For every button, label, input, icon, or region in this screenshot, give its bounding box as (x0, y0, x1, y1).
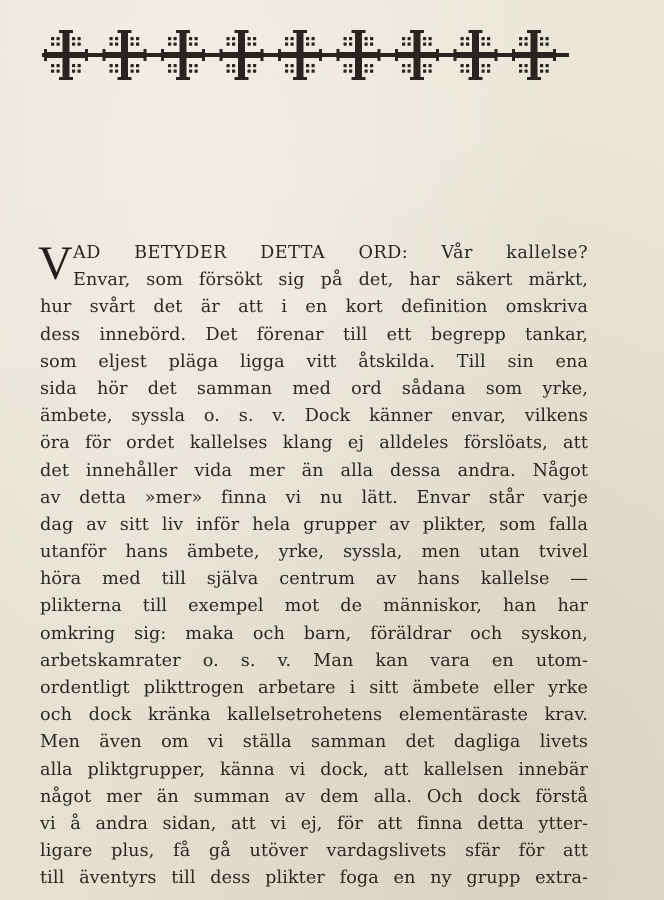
ornament-icon (38, 26, 573, 84)
cross-serif (410, 77, 424, 80)
ornament-dot (540, 43, 543, 46)
cross-arm (278, 52, 322, 58)
ornament-dot (110, 64, 113, 67)
ornament-dot (78, 43, 81, 46)
ornament-dot (110, 43, 113, 46)
ornament-dot (51, 70, 54, 73)
cross-serif (512, 49, 515, 61)
ornament-dot (195, 64, 198, 67)
ornament-dot (429, 43, 432, 46)
ornament-dot (291, 64, 294, 67)
ornament-dot (344, 37, 347, 40)
cross-serif (395, 49, 398, 61)
ornament-dot (540, 64, 543, 67)
cross-serif (278, 49, 281, 61)
cross-arm (44, 52, 88, 58)
ornament-dot (115, 70, 118, 73)
cross-arm (337, 52, 381, 58)
ornament-dot (195, 43, 198, 46)
ornament-dot (461, 37, 464, 40)
ornament-dot (466, 70, 469, 73)
ornament-dot (408, 70, 411, 73)
text-line: öra för ordet kallelses klang ej alldeles förslöats, att (40, 433, 588, 454)
cross-serif (553, 49, 556, 61)
ornament-dot (525, 64, 528, 67)
text-line: som eljest pläga ligga vitt åtskilda. Till sin ena (40, 351, 588, 372)
ornament-dot (402, 64, 405, 67)
ornament-dot (519, 37, 522, 40)
text-line: hur svårt det är att i en kort definition omskriva (40, 297, 588, 318)
ornament-dot (131, 37, 134, 40)
ornament-dot (546, 70, 549, 73)
ornament-dot (365, 70, 368, 73)
ornament-dot (402, 70, 405, 73)
first-line-text: AD BETYDER DETTA ORD: Vår kallelse? (73, 243, 588, 263)
ornament-dot (291, 70, 294, 73)
cross-serif (261, 49, 264, 61)
text-line: dag av sitt liv inför hela grupper av plikter, som falla (40, 514, 588, 535)
ornament-dot (540, 70, 543, 73)
ornament-dot (232, 70, 235, 73)
ornament-dot (115, 43, 118, 46)
ornament-dot (174, 70, 177, 73)
ornament-dot (174, 43, 177, 46)
ornament-dot (408, 37, 411, 40)
ornament-dot (487, 70, 490, 73)
ornament-dot (168, 70, 171, 73)
text-line: arbetskamrater o. s. v. Man kan vara en utom- (40, 650, 588, 671)
ornament-dot (519, 70, 522, 73)
text-line: plikterna till exempel mot de människor, han har (40, 596, 588, 617)
ornament-dot (402, 43, 405, 46)
ornament-dot (174, 37, 177, 40)
cross-serif (176, 30, 190, 33)
text-line: dess innebörd. Det förenar till ett begrepp tankar, (40, 324, 588, 345)
body-text (38, 237, 588, 893)
text-line: höra med till själva centrum av hans kallelse — (40, 569, 588, 590)
ornament-dot (78, 64, 81, 67)
ornament-dot (253, 70, 256, 73)
ornament-dot (312, 64, 315, 67)
ornament-dot (253, 64, 256, 67)
ornament-dot (131, 70, 134, 73)
ornament-dot (195, 70, 198, 73)
ornament-dot (466, 64, 469, 67)
cross-serif (527, 77, 541, 80)
ornament-dot (72, 70, 75, 73)
ornament-dot (525, 70, 528, 73)
ornament-dot (344, 70, 347, 73)
ornament-dot (72, 64, 75, 67)
cross-serif (469, 30, 483, 33)
ornament-dot (78, 37, 81, 40)
cross-serif (161, 49, 164, 61)
text-line: ordentligt plikttrogen arbetare i sitt ämbete eller yrke (40, 678, 588, 698)
ornament-dot (365, 37, 368, 40)
ornament-dot (429, 37, 432, 40)
ornament-dot (482, 64, 485, 67)
ornament-dot (370, 64, 373, 67)
ornament-dot (253, 43, 256, 46)
ornament-dot (370, 70, 373, 73)
paragraph-lines (40, 267, 588, 892)
ornament-dot (57, 37, 60, 40)
ornament-dot (461, 43, 464, 46)
ornament-dot (519, 43, 522, 46)
ornament-dot (402, 37, 405, 40)
ornament-dot (232, 43, 235, 46)
ornament-dot (57, 70, 60, 73)
ornament-dot (312, 70, 315, 73)
ornament-dot (429, 70, 432, 73)
ornament-dot (57, 43, 60, 46)
cross-serif (176, 77, 190, 80)
cross-arm (161, 52, 205, 58)
ornament-dot (189, 37, 192, 40)
ornament-dot (344, 64, 347, 67)
cross-arm (103, 52, 147, 58)
ornament-dot (349, 64, 352, 67)
cross-serif (436, 49, 439, 61)
cross-serif (44, 49, 47, 61)
ornament-dot (51, 37, 54, 40)
ornament-dot (344, 43, 347, 46)
ornament-dot (519, 64, 522, 67)
ornament-dot (248, 64, 251, 67)
ornament-dot (482, 70, 485, 73)
ornament-dot (349, 43, 352, 46)
ornament-dot (285, 37, 288, 40)
ornament-dot (291, 37, 294, 40)
ornament-dot (482, 43, 485, 46)
ornament-dot (227, 64, 230, 67)
decorative-cross-ornament (38, 26, 573, 84)
ornament-dot (312, 43, 315, 46)
ornament-dot (525, 43, 528, 46)
ornament-dot (57, 64, 60, 67)
text-line: utanför hans ämbete, yrke, syssla, men utan tvivel (40, 542, 588, 563)
ornament-dot (72, 37, 75, 40)
ornament-dot (423, 64, 426, 67)
ornament-dot (349, 70, 352, 73)
ornament-dot (546, 43, 549, 46)
cross-serif (319, 49, 322, 61)
ornament-dot (253, 37, 256, 40)
cross-serif (103, 49, 106, 61)
cross-serif (293, 77, 307, 80)
cross-serif (59, 30, 73, 33)
ornament-dot (466, 43, 469, 46)
ornament-dot (168, 64, 171, 67)
ornament-dot (285, 43, 288, 46)
ornament-dot (110, 70, 113, 73)
ornament-dot (131, 43, 134, 46)
cross-serif (352, 30, 366, 33)
cross-serif (118, 30, 132, 33)
cross-serif (352, 77, 366, 80)
text-line: Men även om vi ställa samman det dagliga livets (40, 732, 588, 753)
ornament-dot (487, 64, 490, 67)
text-line: till äventyrs till dess plikter foga en ny grupp extra- (40, 868, 588, 889)
ornament-dot (423, 70, 426, 73)
ornament-dot (546, 64, 549, 67)
ornament-dot (72, 43, 75, 46)
ornament-dot (291, 43, 294, 46)
ornament-dot (408, 43, 411, 46)
ornament-dot (248, 37, 251, 40)
ornament-dot (168, 43, 171, 46)
ornament-dot (482, 37, 485, 40)
text-line: det innehåller vida mer än alla dessa andra. Något (40, 460, 588, 481)
ornament-dot (248, 70, 251, 73)
text-line: något mer än summan av dem alla. Och dock förstå (40, 786, 588, 807)
ornament-dot (306, 37, 309, 40)
ornament-dot (189, 64, 192, 67)
ornament-dot (131, 64, 134, 67)
ornament-dot (189, 70, 192, 73)
ornament-dot (408, 64, 411, 67)
ornament-dot (51, 64, 54, 67)
cross-serif (378, 49, 381, 61)
ornament-dot (349, 37, 352, 40)
ornament-dot (195, 37, 198, 40)
cross-serif (118, 77, 132, 80)
cross-serif (202, 49, 205, 61)
text-line: av detta »mer» finna vi nu lätt. Envar står varje (40, 487, 588, 508)
ornament-dot (306, 64, 309, 67)
text-line: ämbete, syssla o. s. v. Dock känner envar, vilkens (40, 406, 588, 427)
cross-serif (235, 30, 249, 33)
cross-serif (144, 49, 147, 61)
ornament-dot (461, 64, 464, 67)
ornament-dot (306, 43, 309, 46)
ornament-dot (78, 70, 81, 73)
cross-serif (469, 77, 483, 80)
text-line: vi å andra sidan, att vi ej, för att finna detta ytter- (40, 813, 588, 834)
cross-serif (235, 77, 249, 80)
ornament-dot (546, 37, 549, 40)
ornament-dot (466, 37, 469, 40)
ornament-dot (370, 37, 373, 40)
ornament-dot (540, 37, 543, 40)
text-line: alla pliktgrupper, känna vi dock, att kallelsen innebär (40, 759, 588, 780)
ornament-dot (365, 43, 368, 46)
ornament-dot (189, 43, 192, 46)
cross-serif (293, 30, 307, 33)
ornament-dot (227, 43, 230, 46)
ornament-dot (136, 37, 139, 40)
cross-serif (495, 49, 498, 61)
ornament-dot (115, 64, 118, 67)
ornament-dot (285, 64, 288, 67)
ornament-dot (232, 37, 235, 40)
text-line: Envar, som försökt sig på det, har säkert märkt, (73, 270, 588, 291)
text-line: ligare plus, få gå utöver vardagslivets sfär för att (40, 841, 588, 862)
cross-serif (527, 30, 541, 33)
ornament-dot (227, 37, 230, 40)
cross-serif (410, 30, 424, 33)
ornament-dot (306, 70, 309, 73)
ornament-dot (285, 70, 288, 73)
ornament-dot (174, 64, 177, 67)
ornament-dot (136, 70, 139, 73)
ornament-dot (487, 37, 490, 40)
cross-serif (59, 77, 73, 80)
cross-arm (395, 52, 439, 58)
cross-arm (220, 52, 264, 58)
ornament-dot (365, 64, 368, 67)
drop-cap: V (38, 237, 73, 290)
ornament-dot (136, 64, 139, 67)
text-line: och dock kränka kallelsetrohetens elementäraste krav. (40, 705, 588, 726)
ornament-dot (110, 37, 113, 40)
ornament-dot (461, 70, 464, 73)
cross-serif (454, 49, 457, 61)
text-line: omkring sig: maka och barn, föräldrar och syskon, (40, 623, 588, 644)
ornament-dot (525, 37, 528, 40)
cross-arm (454, 52, 498, 58)
ornament-dot (232, 64, 235, 67)
ornament-dot (136, 43, 139, 46)
ornament-dot (168, 37, 171, 40)
ornament-dot (227, 70, 230, 73)
cross-serif (220, 49, 223, 61)
cross-serif (337, 49, 340, 61)
ornament-dot (429, 64, 432, 67)
ornament-dot (312, 37, 315, 40)
ornament-dot (51, 43, 54, 46)
cross-serif (85, 49, 88, 61)
ornament-dot (423, 37, 426, 40)
ornament-dot (248, 43, 251, 46)
text-line: sida hör det samman med ord sådana som yrke, (40, 378, 588, 399)
cross-arm (512, 52, 556, 58)
ornament-dot (487, 43, 490, 46)
ornament-dot (370, 43, 373, 46)
ornament-dot (115, 37, 118, 40)
ornament-dot (423, 43, 426, 46)
